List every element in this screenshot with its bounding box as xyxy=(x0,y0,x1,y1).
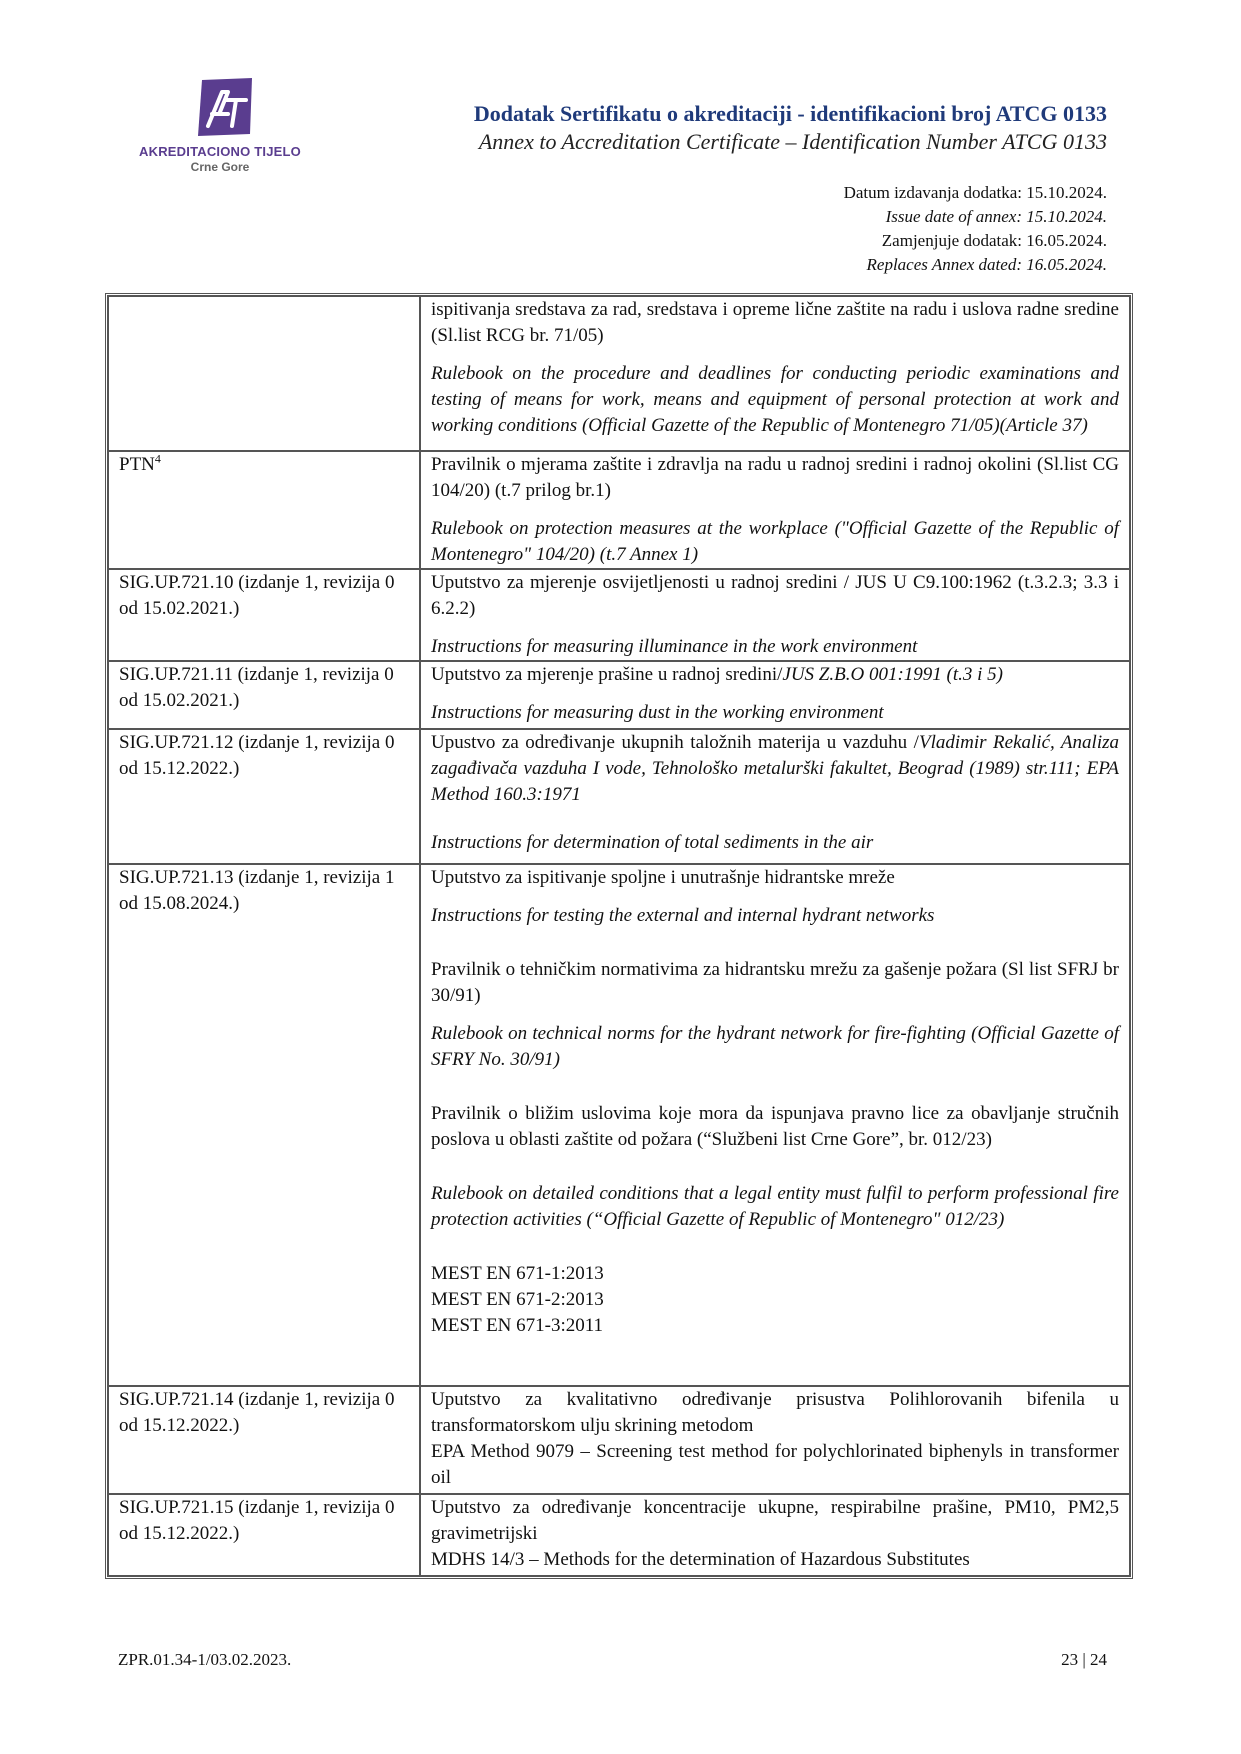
standard-text-en: Rulebook on protection measures at the workplace ("Official Gazette of the Republic of Montenegro" 104/20) (t.7 Annex 1) xyxy=(431,518,1119,565)
standard-cell xyxy=(420,296,1130,451)
standard-cell xyxy=(420,729,1130,864)
standard-cell xyxy=(420,1386,1130,1494)
akreditaciono-tijelo-logo-icon xyxy=(198,78,254,136)
standard-cell xyxy=(420,661,1130,729)
standard-code: MEST EN 671-3:2011 xyxy=(431,1315,604,1336)
table-row xyxy=(108,569,1130,661)
standard-code: MEST EN 671-2:2013 xyxy=(431,1289,604,1310)
standard-cell xyxy=(420,1494,1130,1576)
method-code: PTN xyxy=(119,454,155,475)
standard-text-en: Instructions for measuring dust in the working environment xyxy=(431,702,884,723)
replaces-date-me: Zamjenjuje dodatak: 16.05.2024. xyxy=(881,231,1107,250)
standard-text: Pravilnik o tehničkim normativima za hidrantsku mrežu za gašenje požara (Sl list SFRJ br 30/91) xyxy=(431,959,1119,1006)
standard-text-en: Rulebook on detailed conditions that a legal entity must fulfil to perform professional fire protection activities (“Official Gazette of Republic of Montenegro" 012/23) xyxy=(431,1183,1119,1230)
method-code-cell: SIG.UP.721.10 (izdanje 1, revizija 0 od 15.02.2021.) xyxy=(108,569,420,661)
standard-text: Uputstvo za kvalitativno određivanje prisustva Polihlorovanih bifenila u transformatorskom ulju skrining metodom xyxy=(431,1389,1119,1436)
standard-cell xyxy=(420,864,1130,1386)
table-row xyxy=(108,729,1130,864)
standard-text-en: Rulebook on the procedure and deadlines for conducting periodic examinations and testing of means for work, means and equipment of personal protection at work and working conditions (Official Gazette of the Republic of Montenegro 71/05)(Article 37) xyxy=(431,363,1119,436)
standard-text-en: Instructions for measuring illuminance in the work environment xyxy=(431,636,918,657)
table-row xyxy=(108,451,1130,569)
footnote-marker: 4 xyxy=(154,451,161,466)
standard-text: Uputstvo za mjerenje osvijetljenosti u radnoj sredini / JUS U C9.100:1962 (t.3.2.3; 3.3 i 6.2.2) xyxy=(431,572,1119,619)
table-row xyxy=(108,1494,1130,1576)
document-header xyxy=(474,100,1107,156)
method-code-cell: SIG.UP.721.13 (izdanje 1, revizija 1 od 15.08.2024.) xyxy=(108,864,420,1386)
standard-text: EPA Method 9079 – Screening test method for polychlorinated biphenyls in transformer oil xyxy=(431,1441,1119,1488)
standard-text-part: Upustvo za određivanje ukupnih taložnih materija u vazduhu / xyxy=(431,732,919,753)
standard-text: Uputstvo za određivanje koncentracije ukupne, respirabilne prašine, PM10, PM2,5 gravimetrijski xyxy=(431,1497,1119,1544)
accreditation-scope-table xyxy=(105,293,1133,1579)
table-row xyxy=(108,1386,1130,1494)
table-row xyxy=(108,661,1130,729)
table-row xyxy=(108,296,1130,451)
issue-date-me: Datum izdavanja dodatka: 15.10.2024. xyxy=(843,183,1107,202)
page-subtitle: Annex to Accreditation Certificate – Identification Number ATCG 0133 xyxy=(478,129,1107,154)
method-code-cell xyxy=(108,296,420,451)
standard-text xyxy=(431,662,1119,688)
standard-code: MEST EN 671-1:2013 xyxy=(431,1263,604,1284)
standard-ref: JUS Z.B.O 001:1991 (t.3 i 5) xyxy=(782,664,1003,685)
page-title: Dodatak Sertifikatu o akreditaciji - identifikacioni broj ATCG 0133 xyxy=(473,101,1107,126)
method-code-cell: SIG.UP.721.12 (izdanje 1, revizija 0 od 15.12.2022.) xyxy=(108,729,420,864)
standard-text-en: Instructions for testing the external and internal hydrant networks xyxy=(431,905,935,926)
method-code-cell: SIG.UP.721.11 (izdanje 1, revizija 0 od 15.02.2021.) xyxy=(108,661,420,729)
method-code-cell: SIG.UP.721.15 (izdanje 1, revizija 0 od 15.12.2022.) xyxy=(108,1494,420,1576)
table-row xyxy=(108,864,1130,1386)
standard-text: ispitivanja sredstava za rad, sredstava i opreme lične zaštite na radu i uslova radne sredine (Sl.list RCG br. 71/05) xyxy=(431,299,1119,346)
standard-text xyxy=(431,730,1119,808)
standard-cell xyxy=(420,451,1130,569)
standard-text-en: Rulebook on technical norms for the hydrant network for fire-fighting (Official Gazette of SFRY No. 30/91) xyxy=(431,1023,1119,1070)
method-code-cell: SIG.UP.721.14 (izdanje 1, revizija 0 od 15.12.2022.) xyxy=(108,1386,420,1494)
standard-text: Pravilnik o mjerama zaštite i zdravlja na radu u radnoj sredini i radnoj okolini (Sl.list CG 104/20) (t.7 prilog br.1) xyxy=(431,454,1119,501)
standard-cell xyxy=(420,569,1130,661)
standard-text: Uputstvo za ispitivanje spoljne i unutrašnje hidrantske mreže xyxy=(431,867,895,888)
issue-dates xyxy=(844,181,1107,277)
replaces-date-en: Replaces Annex dated: 16.05.2024. xyxy=(866,255,1107,274)
standard-ref: Vladimir Rekalić, Analiza zagađivača vazduha I vode, Tehnološko metalurški fakultet, Beograd (1989) str.111; EPA Method 160.3:1971 xyxy=(431,732,1119,805)
method-code-cell xyxy=(108,451,420,569)
footer-doc-code: ZPR.01.34-1/03.02.2023. xyxy=(118,1650,292,1669)
standard-text: MDHS 14/3 – Methods for the determination of Hazardous Substitutes xyxy=(431,1549,970,1570)
logo-name: AKREDITACIONO TIJELO xyxy=(139,144,301,159)
logo-country: Crne Gore xyxy=(190,160,250,174)
page-number: 23 | 24 xyxy=(1061,1650,1107,1669)
issue-date-en: Issue date of annex: 15.10.2024. xyxy=(885,207,1107,226)
standard-text-part: Uputstvo za mjerenje prašine u radnoj sredini/ xyxy=(431,664,783,685)
logo xyxy=(120,78,320,178)
standard-text: Pravilnik o bližim uslovima koje mora da ispunjava pravno lice za obavljanje stručnih poslova u oblasti zaštite od požara (“Službeni list Crne Gore”, br. 012/23) xyxy=(431,1103,1119,1150)
standard-text-en: Instructions for determination of total sediments in the air xyxy=(431,832,874,853)
